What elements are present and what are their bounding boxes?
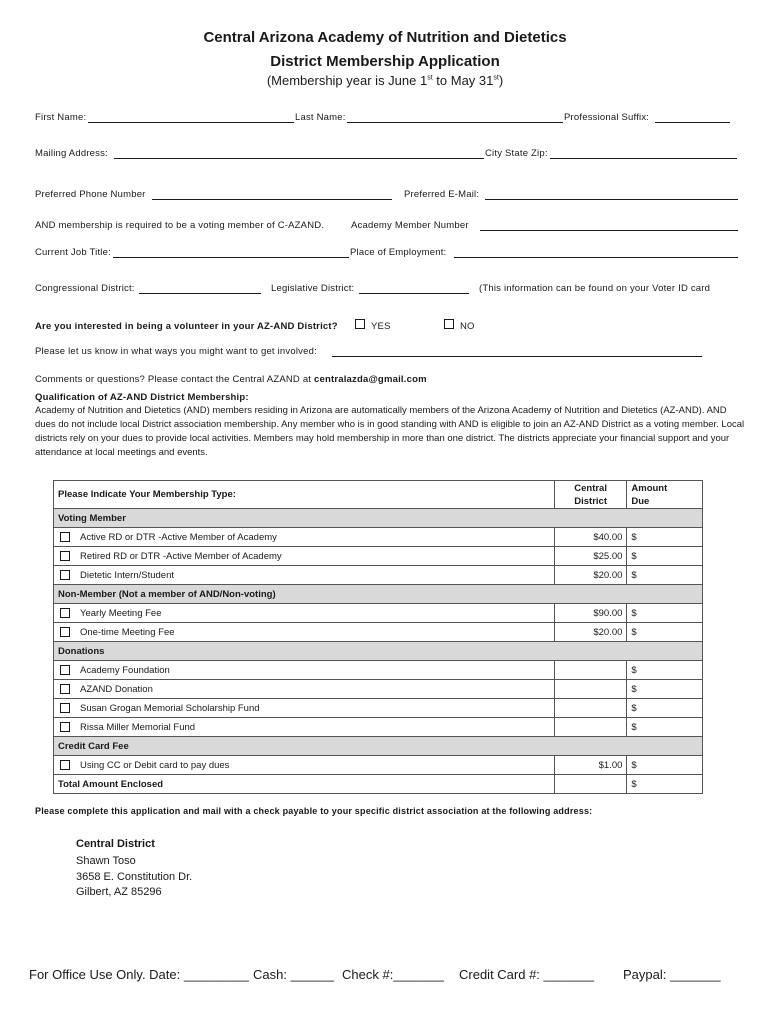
foundation-amount[interactable]: $	[627, 661, 703, 680]
retired-amount[interactable]: $	[627, 547, 703, 566]
yearly-label: Yearly Meeting Fee	[80, 607, 162, 619]
job-title-field[interactable]	[113, 257, 349, 258]
table-row	[54, 718, 703, 737]
mailing-field[interactable]	[114, 158, 484, 159]
retired-checkbox[interactable]	[60, 551, 70, 561]
central-header-line2: District	[574, 495, 607, 507]
active-label: Active RD or DTR -Active Member of Academy	[80, 531, 277, 543]
active-price: $40.00	[554, 528, 627, 547]
active-amount[interactable]: $	[627, 528, 703, 547]
office-credit: Credit Card #: _______	[459, 967, 595, 982]
phone-field[interactable]	[152, 199, 392, 200]
central-district-header	[554, 481, 627, 509]
table-row	[54, 547, 703, 566]
grogan-amount[interactable]: $	[627, 699, 703, 718]
azand-amount[interactable]: $	[627, 680, 703, 699]
section-ccfee: Credit Card Fee	[54, 737, 703, 756]
yearly-checkbox[interactable]	[60, 608, 70, 618]
azand-price	[554, 680, 627, 699]
amount-header-line1: Amount	[631, 482, 668, 494]
yes-label: YES	[371, 321, 391, 332]
onetime-amount[interactable]: $	[627, 623, 703, 642]
type-header: Please Indicate Your Membership Type:	[54, 481, 555, 509]
table-row	[54, 604, 703, 623]
table-row	[54, 566, 703, 585]
email-field[interactable]	[485, 199, 738, 200]
cc-label: Using CC or Debit card to pay dues	[80, 759, 230, 771]
last-name-label: Last Name:	[295, 112, 346, 123]
rissa-checkbox[interactable]	[60, 722, 70, 732]
active-checkbox[interactable]	[60, 532, 70, 542]
membership-year	[0, 73, 770, 88]
contact-email[interactable]: centralazda@gmail.com	[314, 374, 427, 385]
no-label: NO	[460, 321, 475, 332]
city-field[interactable]	[550, 158, 737, 159]
year-mid: to May 31	[432, 73, 494, 88]
contact-text: Comments or questions? Please contact the Central AZAND at	[35, 374, 312, 385]
volunteer-question: Are you interested in being a volunteer in your AZ-AND District?	[35, 321, 338, 332]
year-suffix: )	[498, 73, 504, 88]
congressional-field[interactable]	[139, 293, 261, 294]
table-row	[54, 775, 703, 794]
section-donations: Donations	[54, 642, 703, 661]
first-name-field[interactable]	[88, 122, 294, 123]
legislative-label: Legislative District:	[271, 283, 355, 294]
amount-due-header	[627, 481, 703, 509]
year-sup-2: st	[493, 74, 499, 82]
grogan-price	[554, 699, 627, 718]
mailing-label: Mailing Address:	[35, 148, 108, 159]
amount-header-line2: Due	[631, 495, 650, 507]
involved-label: Please let us know in what ways you might want to get involved:	[35, 346, 317, 357]
employment-field[interactable]	[454, 257, 738, 258]
onetime-price: $20.00	[554, 623, 627, 642]
year-prefix: (Membership year is June 1	[266, 73, 428, 88]
address-name: Shawn Toso	[76, 855, 136, 867]
azand-label: AZAND Donation	[80, 683, 153, 695]
member-number-label: Academy Member Number	[351, 220, 469, 231]
address-district: Central District	[76, 838, 155, 850]
total-label: Total Amount Enclosed	[54, 775, 555, 794]
office-paypal: Paypal: _______	[623, 967, 721, 982]
office-cash: Cash: ______	[253, 967, 334, 982]
section-row	[54, 737, 703, 756]
table-row	[54, 699, 703, 718]
grogan-label: Susan Grogan Memorial Scholarship Fund	[80, 702, 260, 714]
section-row	[54, 585, 703, 604]
city-label: City State Zip:	[485, 148, 548, 159]
central-header-line1: Central	[574, 482, 607, 494]
no-checkbox[interactable]	[444, 319, 454, 329]
section-voting: Voting Member	[54, 509, 703, 528]
org-title: Central Arizona Academy of Nutrition and Dietetics	[203, 29, 567, 46]
address-street: 3658 E. Constitution Dr.	[76, 871, 193, 883]
section-nonmember: Non-Member (Not a member of AND/Non-voting)	[54, 585, 703, 604]
legislative-field[interactable]	[359, 293, 469, 294]
congressional-label: Congressional District:	[35, 283, 135, 294]
rissa-label: Rissa Miller Memorial Fund	[80, 721, 196, 733]
foundation-checkbox[interactable]	[60, 665, 70, 675]
office-check: Check #:_______	[342, 967, 444, 982]
qualification-heading: Qualification of AZ-AND District Membership:	[35, 392, 249, 403]
contact-line	[35, 374, 427, 385]
table-row	[54, 623, 703, 642]
rissa-amount[interactable]: $	[627, 718, 703, 737]
voter-note: (This information can be found on your Voter ID card	[479, 283, 711, 294]
involved-field[interactable]	[332, 356, 702, 357]
cc-amount[interactable]: $	[627, 756, 703, 775]
phone-label: Preferred Phone Number	[35, 189, 146, 200]
section-row	[54, 509, 703, 528]
suffix-label: Professional Suffix:	[564, 112, 650, 123]
office-date: For Office Use Only. Date: _________	[29, 967, 249, 982]
foundation-label: Academy Foundation	[80, 664, 170, 676]
onetime-label: One-time Meeting Fee	[80, 626, 175, 638]
yes-checkbox[interactable]	[355, 319, 365, 329]
onetime-checkbox[interactable]	[60, 627, 70, 637]
table-row	[54, 528, 703, 547]
total-price	[554, 775, 627, 794]
cc-price: $1.00	[554, 756, 627, 775]
yearly-price: $90.00	[554, 604, 627, 623]
employment-label: Place of Employment:	[350, 247, 447, 258]
cc-checkbox[interactable]	[60, 760, 70, 770]
intern-price: $20.00	[554, 566, 627, 585]
email-label: Preferred E-Mail:	[404, 189, 480, 200]
retired-price: $25.00	[554, 547, 627, 566]
suffix-field[interactable]	[655, 122, 730, 123]
foundation-price	[554, 661, 627, 680]
last-name-field[interactable]	[347, 122, 563, 123]
grogan-checkbox[interactable]	[60, 703, 70, 713]
table-header-row	[54, 481, 703, 509]
intern-checkbox[interactable]	[60, 570, 70, 580]
form-title: District Membership Application	[270, 53, 500, 70]
table-row	[54, 756, 703, 775]
membership-table	[53, 480, 703, 794]
yearly-amount[interactable]: $	[627, 604, 703, 623]
table-row	[54, 680, 703, 699]
intern-label: Dietetic Intern/Student	[80, 569, 174, 581]
intern-amount[interactable]: $	[627, 566, 703, 585]
rissa-price	[554, 718, 627, 737]
job-title-label: Current Job Title:	[35, 247, 111, 258]
first-name-label: First Name:	[35, 112, 87, 123]
total-amount[interactable]: $	[627, 775, 703, 794]
azand-checkbox[interactable]	[60, 684, 70, 694]
table-row	[54, 661, 703, 680]
mail-note: Please complete this application and mail with a check payable to your specific district association at the following address:	[35, 806, 593, 816]
retired-label: Retired RD or DTR -Active Member of Academy	[80, 550, 282, 562]
year-sup-1: st	[427, 74, 433, 82]
and-note: AND membership is required to be a voting member of C-AZAND.	[35, 220, 325, 231]
address-city: Gilbert, AZ 85296	[76, 886, 162, 898]
qualification-body: Academy of Nutrition and Dietetics (AND) members residing in Arizona are automatically members of the Arizona Academy of Nutrition and Dietetics (AZ-AND). AND dues do not include local District association membership. Any member who is in good standing with AND is eligible to join an AZ-AND District as a voting member. Local districts rely on your dues to provide local activities. Members may hold membership in more than one district. The districts appreciate your financial support and your attendance at local meetings and events.	[35, 405, 745, 458]
member-number-field[interactable]	[480, 230, 738, 231]
section-row	[54, 642, 703, 661]
